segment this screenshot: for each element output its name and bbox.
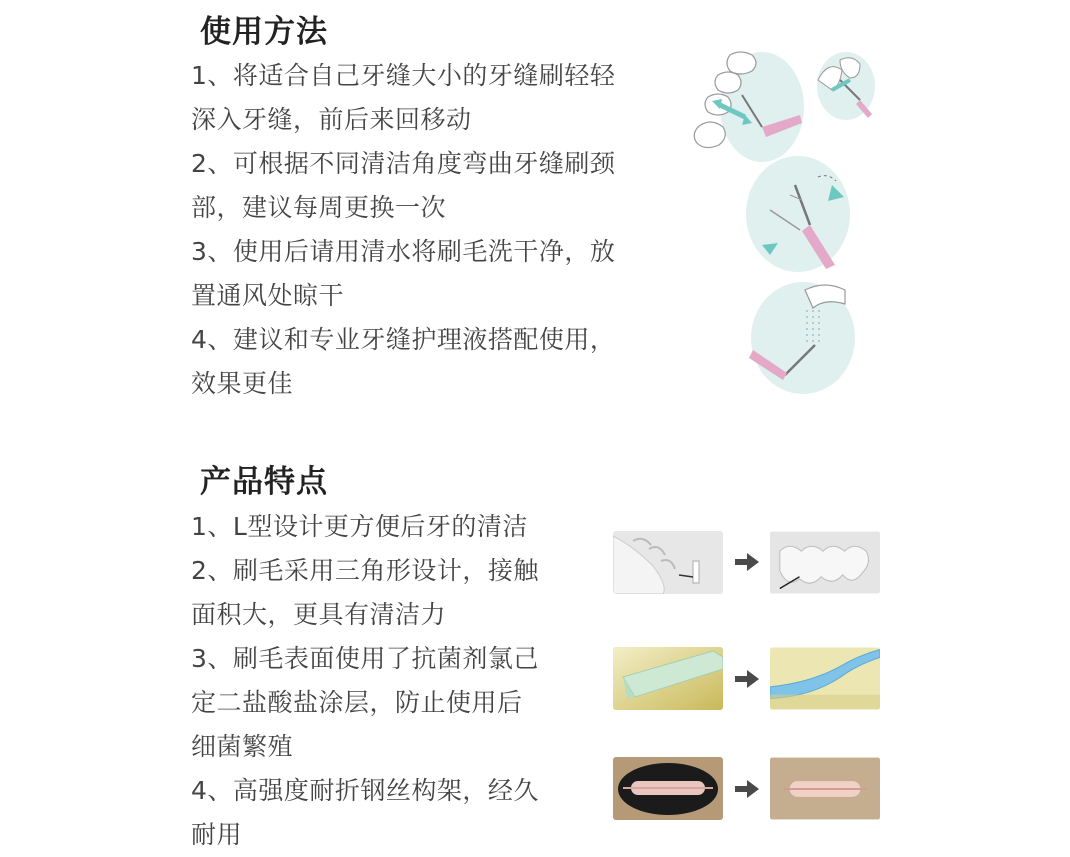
round-bristle-photo — [770, 647, 880, 710]
wire-brush-closeup-photo — [770, 757, 880, 820]
usage-line: 部，建议每周更换一次 — [191, 193, 447, 222]
usage-line: 深入牙缝，前后来回移动 — [191, 105, 472, 134]
usage-line: 4、建议和专业牙缝护理液搭配使用， — [191, 325, 616, 354]
features-line: 2、刷毛采用三角形设计，接触 — [191, 556, 539, 585]
features-line: 3、刷毛表面使用了抗菌剂氯己 — [191, 644, 539, 673]
rinse-illustration — [745, 280, 857, 398]
usage-title: 使用方法 — [200, 14, 328, 50]
usage-line: 1、将适合自己牙缝大小的牙缝刷轻轻 — [191, 61, 616, 90]
teeth-insert-illustration — [690, 45, 805, 165]
features-line: 耐用 — [191, 820, 243, 849]
wire-brush-photo — [613, 757, 723, 820]
usage-line: 置通风处晾干 — [191, 281, 345, 310]
arrow-right-icon — [735, 780, 759, 798]
usage-line: 2、可根据不同清洁角度弯曲牙缝刷颈 — [191, 149, 616, 178]
features-line: 1、L型设计更方便后牙的清洁 — [191, 512, 528, 541]
features-line: 面积大，更具有清洁力 — [191, 600, 447, 629]
features-title: 产品特点 — [200, 464, 328, 500]
usage-line: 3、使用后请用清水将刷毛洗干净，放 — [191, 237, 616, 266]
arrow-right-icon — [735, 553, 759, 571]
l-shape-teeth-photo — [613, 531, 723, 594]
back-teeth-photo — [770, 531, 880, 594]
features-line: 4、高强度耐折钢丝构架，经久 — [191, 776, 539, 805]
features-text — [191, 505, 539, 857]
features-line: 细菌繁殖 — [191, 732, 294, 761]
triangle-bristle-photo — [613, 647, 723, 710]
usage-line: 效果更佳 — [191, 369, 294, 398]
usage-text — [191, 54, 615, 406]
bend-neck-illustration — [740, 155, 852, 273]
arrow-right-icon — [735, 670, 759, 688]
features-line: 定二盐酸盐涂层，防止使用后 — [191, 688, 523, 717]
teeth-closeup-illustration — [810, 50, 876, 122]
